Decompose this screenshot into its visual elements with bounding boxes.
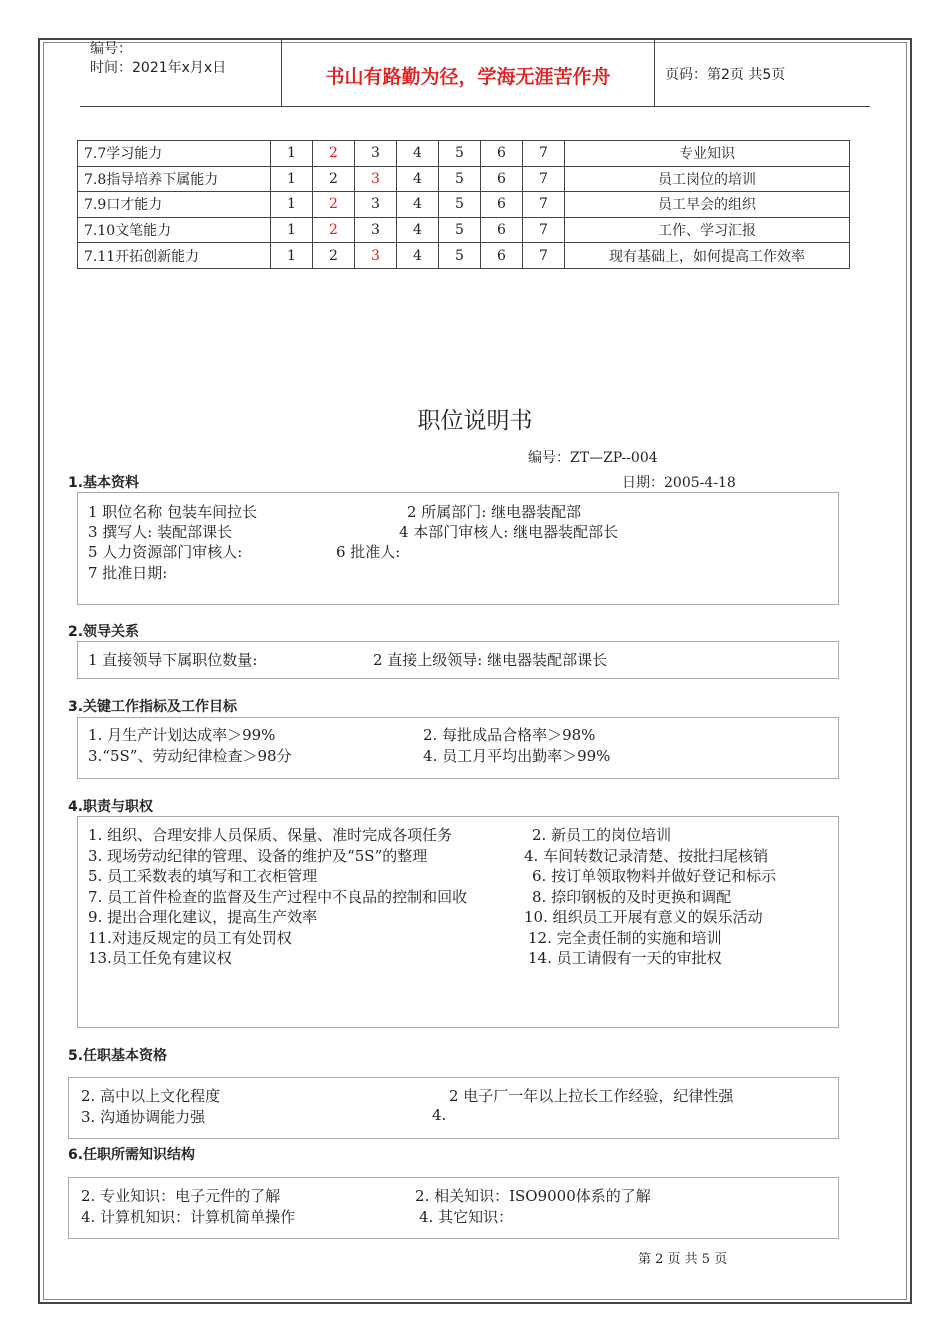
section-heading-basic-info: 1.基本资料 xyxy=(68,475,140,491)
ability-label: 7.10文笔能力 xyxy=(78,217,271,243)
score-cell: 7 xyxy=(523,141,565,167)
score-cell: 1 xyxy=(271,166,313,192)
hr-reviewer: 5 人力资源部门审核人: xyxy=(88,543,243,561)
page-footer: 第 2 页 共 5 页 xyxy=(638,1252,728,1267)
kpi-box xyxy=(77,717,839,779)
ability-note: 现有基础上，如何提高工作效率 xyxy=(565,243,850,269)
duty-item: 2. 新员工的岗位培训 xyxy=(532,826,672,844)
score-cell: 1 xyxy=(271,217,313,243)
qualifications-box xyxy=(68,1077,839,1139)
approval-date: 7 批准日期: xyxy=(88,564,168,582)
score-cell: 7 xyxy=(523,243,565,269)
ability-note: 员工岗位的培训 xyxy=(565,166,850,192)
score-cell: 2 xyxy=(313,141,355,167)
score-cell: 4 xyxy=(397,217,439,243)
score-cell: 3 xyxy=(355,217,397,243)
score-cell: 1 xyxy=(271,192,313,218)
ability-label: 7.8指导培养下属能力 xyxy=(78,166,271,192)
header-number: 编号： xyxy=(90,41,132,57)
section-heading-knowledge: 6.任职所需知识结构 xyxy=(68,1147,196,1163)
score-cell: 2 xyxy=(313,243,355,269)
qualification-item: 3. 沟通协调能力强 xyxy=(81,1108,206,1126)
score-cell: 6 xyxy=(481,141,523,167)
score-cell: 7 xyxy=(523,166,565,192)
knowledge-item: 2. 相关知识：ISO9000体系的了解 xyxy=(415,1187,651,1205)
duty-item: 14. 员工请假有一天的审批权 xyxy=(528,949,722,967)
kpi-item: 3.“5S”、劳动纪律检查＞98分 xyxy=(88,747,292,765)
score-cell: 5 xyxy=(439,243,481,269)
direct-superior: 2 直接上级领导: 继电器装配部课长 xyxy=(373,651,608,669)
subordinate-count: 1 直接领导下属职位数量: xyxy=(88,651,258,669)
duty-item: 7. 员工首件检查的监督及生产过程中不良品的控制和回收 xyxy=(88,888,468,906)
score-cell: 4 xyxy=(397,243,439,269)
rating-row xyxy=(78,217,850,243)
header-time: 时间：2021年x月x日 xyxy=(90,60,227,76)
qualification-item: 4. xyxy=(432,1106,447,1124)
kpi-item: 2. 每批成品合格率＞98% xyxy=(423,726,596,744)
score-cell: 3 xyxy=(355,243,397,269)
score-cell: 5 xyxy=(439,217,481,243)
header-page-info: 页码：第2页 共5页 xyxy=(665,67,786,83)
position-name: 1 职位名称 包装车间拉长 xyxy=(88,503,258,521)
ability-note: 工作、学习汇报 xyxy=(565,217,850,243)
document-title: 职位说明书 xyxy=(417,408,533,434)
knowledge-item: 2. 专业知识：电子元件的了解 xyxy=(81,1187,281,1205)
duty-item: 4. 车间转数记录清楚、按批扫尾核销 xyxy=(524,847,769,865)
duty-item: 6. 按订单领取物料并做好登记和标示 xyxy=(532,867,777,885)
document-date: 日期：2005-4-18 xyxy=(622,475,736,491)
writer: 3 撰写人: 装配部课长 xyxy=(88,523,233,541)
score-cell: 7 xyxy=(523,192,565,218)
qualification-item: 2 电子厂一年以上拉长工作经验，纪律性强 xyxy=(449,1087,734,1105)
section-heading-qualifications: 5.任职基本资格 xyxy=(68,1048,168,1064)
header-meta xyxy=(90,40,226,78)
score-cell: 6 xyxy=(481,243,523,269)
score-cell: 3 xyxy=(355,166,397,192)
leadership-box xyxy=(77,641,839,679)
knowledge-item: 4. 其它知识： xyxy=(419,1208,514,1226)
duty-item: 1. 组织、合理安排人员保质、保量、准时完成各项任务 xyxy=(88,826,453,844)
ability-label: 7.7学习能力 xyxy=(78,141,271,167)
section-heading-duties: 4.职责与职权 xyxy=(68,799,154,815)
score-cell: 7 xyxy=(523,217,565,243)
duty-item: 10. 组织员工开展有意义的娱乐活动 xyxy=(524,908,763,926)
knowledge-item: 4. 计算机知识：计算机简单操作 xyxy=(81,1208,296,1226)
duty-item: 13.员工任免有建议权 xyxy=(88,949,232,967)
page-header xyxy=(80,40,870,107)
duty-item: 12. 完全责任制的实施和培训 xyxy=(528,929,722,947)
score-cell: 6 xyxy=(481,192,523,218)
score-cell: 6 xyxy=(481,166,523,192)
kpi-item: 1. 月生产计划达成率＞99% xyxy=(88,726,276,744)
rating-row xyxy=(78,141,850,167)
rating-row xyxy=(78,243,850,269)
duties-box xyxy=(77,816,839,1028)
score-cell: 6 xyxy=(481,217,523,243)
basic-info-box xyxy=(77,492,839,605)
score-cell: 3 xyxy=(355,141,397,167)
duty-item: 9. 提出合理化建议，提高生产效率 xyxy=(88,908,318,926)
score-cell: 5 xyxy=(439,192,481,218)
section-heading-leadership: 2.领导关系 xyxy=(68,624,140,640)
duty-item: 8. 捺印钢板的及时更换和调配 xyxy=(532,888,732,906)
score-cell: 2 xyxy=(313,192,355,218)
duty-item: 11.对违反规定的员工有处罚权 xyxy=(88,929,292,947)
score-cell: 5 xyxy=(439,141,481,167)
score-cell: 1 xyxy=(271,243,313,269)
approver: 6 批准人: xyxy=(336,543,401,561)
score-cell: 2 xyxy=(313,166,355,192)
kpi-item: 4. 员工月平均出勤率＞99% xyxy=(423,747,611,765)
document-code: 编号：ZT—ZP--004 xyxy=(528,450,658,466)
section-heading-kpi: 3.关键工作指标及工作目标 xyxy=(68,699,238,715)
score-cell: 4 xyxy=(397,192,439,218)
score-cell: 2 xyxy=(313,217,355,243)
rating-row xyxy=(78,166,850,192)
ability-label: 7.11开拓创新能力 xyxy=(78,243,271,269)
dept-reviewer: 4 本部门审核人: 继电器装配部长 xyxy=(399,523,619,541)
score-cell: 5 xyxy=(439,166,481,192)
score-cell: 1 xyxy=(271,141,313,167)
qualification-item: 2. 高中以上文化程度 xyxy=(81,1087,221,1105)
ability-note: 员工早会的组织 xyxy=(565,192,850,218)
score-cell: 3 xyxy=(355,192,397,218)
score-cell: 4 xyxy=(397,166,439,192)
ability-rating-table xyxy=(77,140,850,269)
department: 2 所属部门: 继电器装配部 xyxy=(407,503,582,521)
rating-row xyxy=(78,192,850,218)
knowledge-box xyxy=(68,1177,839,1239)
header-divider xyxy=(281,40,282,106)
header-motto: 书山有路勤为径，学海无涯苦作舟 xyxy=(325,66,611,88)
score-cell: 4 xyxy=(397,141,439,167)
ability-note: 专业知识 xyxy=(565,141,850,167)
ability-label: 7.9口才能力 xyxy=(78,192,271,218)
duty-item: 5. 员工采数表的填写和工衣柜管理 xyxy=(88,867,318,885)
header-divider xyxy=(654,40,655,106)
duty-item: 3. 现场劳动纪律的管理、设备的维护及“5S”的整理 xyxy=(88,847,428,865)
